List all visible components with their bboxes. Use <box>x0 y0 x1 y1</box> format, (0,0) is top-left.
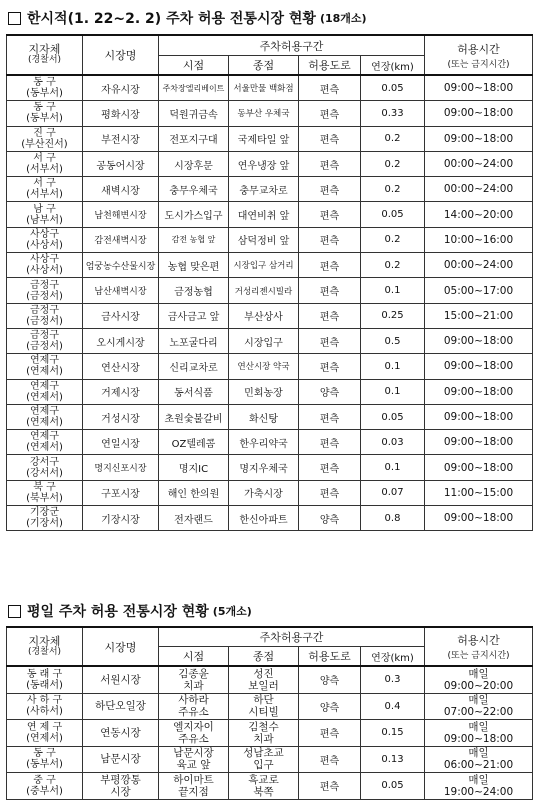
section-start: 전자랜드 <box>159 506 229 531</box>
allowed-time: 09:00~18:00 <box>425 455 533 480</box>
police-station: (연제서) <box>26 391 63 403</box>
table-row <box>7 151 533 176</box>
market-line: 남문시장 <box>100 753 141 766</box>
length-km: 0.05 <box>361 404 425 429</box>
header-start: 시점 <box>159 56 229 76</box>
allowed-road: 편측 <box>299 75 361 101</box>
start-line: 끝지점 <box>178 785 209 798</box>
market-name: 엄궁농수산물시장 <box>83 253 159 278</box>
start-line: 주유소 <box>178 706 209 719</box>
allowed-time: 00:00~24:00 <box>425 253 533 278</box>
police-station: (서부서) <box>26 189 63 201</box>
end-line: 시티빌 <box>248 706 279 719</box>
section-end: 연우냉장 앞 <box>229 151 299 176</box>
checkbox-square-icon <box>8 605 21 618</box>
section-start: 해인 한의원 <box>159 480 229 505</box>
section-end: 한우리약국 <box>229 430 299 455</box>
table-row <box>7 720 533 747</box>
region-name: 중 구 <box>33 774 56 786</box>
region-cell <box>7 773 83 800</box>
region-cell <box>7 151 83 176</box>
police-station: (남부서) <box>26 214 63 226</box>
police-station: (연제서) <box>26 417 63 428</box>
region-name: 연제구 <box>30 431 59 443</box>
police-station: (동부서) <box>26 88 63 100</box>
market-name: 거성시장 <box>83 404 159 429</box>
header-market: 시장명 <box>83 35 159 75</box>
section-end: 명지우체국 <box>229 455 299 480</box>
section-end: 대연비취 앞 <box>229 202 299 227</box>
header-section: 주차허용구간 <box>159 35 425 56</box>
end-line: 입구 <box>253 759 274 772</box>
header-section: 주차허용구간 <box>159 627 425 647</box>
section-start: 시장후문 <box>159 151 229 176</box>
section-end <box>229 666 299 693</box>
table-row <box>7 303 533 328</box>
section-end: 동부산 우체국 <box>229 101 299 126</box>
end-line: 김철수 <box>248 720 279 733</box>
time-line: 09:00~18:00 <box>443 732 514 745</box>
market-line: 연동시장 <box>100 726 141 739</box>
length-km: 0.2 <box>361 253 425 278</box>
region-cell <box>7 354 83 379</box>
market-name: 명지신포시장 <box>83 455 159 480</box>
police-station: (부산진서) <box>21 138 68 150</box>
section-start: 전포지구대 <box>159 126 229 151</box>
region-cell <box>7 303 83 328</box>
region-name: 기장군 <box>30 507 59 519</box>
allowed-road: 양측 <box>299 693 361 720</box>
allowed-time: 10:00~16:00 <box>425 227 533 252</box>
region-cell <box>7 480 83 505</box>
market-name: 거제시장 <box>83 379 159 404</box>
start-line: 주유소 <box>178 732 209 745</box>
market-name: 연산시장 <box>83 354 159 379</box>
table-row <box>7 101 533 126</box>
allowed-road: 편측 <box>299 455 361 480</box>
section-end: 부산상사 <box>229 303 299 328</box>
allowed-time: 09:00~18:00 <box>425 75 533 101</box>
allowed-road: 편측 <box>299 328 361 353</box>
section-start: 금정농협 <box>159 278 229 303</box>
allowed-road: 편측 <box>299 720 361 747</box>
region-name: 강서구 <box>30 456 59 468</box>
allowed-time <box>425 746 533 773</box>
allowed-time <box>425 720 533 747</box>
section-end: 시장입구 <box>229 328 299 353</box>
police-station: (연제서) <box>26 732 63 744</box>
table-row <box>7 430 533 455</box>
section-end: 화신탕 <box>229 404 299 429</box>
section-end <box>229 773 299 800</box>
end-line: 흑교로 <box>248 773 279 786</box>
time-line: 매일 <box>468 720 489 733</box>
section-end: 시장입구 삼거리 <box>229 253 299 278</box>
table-row <box>7 455 533 480</box>
length-km: 0.2 <box>361 126 425 151</box>
section-start <box>159 773 229 800</box>
allowed-road: 편측 <box>299 202 361 227</box>
section-start: 금사금고 앞 <box>159 303 229 328</box>
length-km: 0.1 <box>361 354 425 379</box>
time-line: 06:00~21:00 <box>443 759 514 772</box>
allowed-road: 편측 <box>299 773 361 800</box>
section-start: 주차장엘리베이트 <box>159 75 229 101</box>
market-line: 하단오일장 <box>95 700 146 713</box>
section-start: 신리교차로 <box>159 354 229 379</box>
market-name: 남산새벽시장 <box>83 278 159 303</box>
allowed-time: 09:00~18:00 <box>425 506 533 531</box>
table-row <box>7 746 533 773</box>
time-line: 09:00~20:00 <box>443 679 514 692</box>
section-end: 가축시장 <box>229 480 299 505</box>
allowed-time: 11:00~15:00 <box>425 480 533 505</box>
allowed-time: 09:00~18:00 <box>425 354 533 379</box>
region-cell <box>7 455 83 480</box>
section-start: 도시가스입구 <box>159 202 229 227</box>
start-line: 하이마트 <box>173 773 214 786</box>
table-row <box>7 480 533 505</box>
section-end <box>229 693 299 720</box>
police-station: (북부서) <box>26 492 63 504</box>
allowed-road: 편측 <box>299 151 361 176</box>
section-start <box>159 746 229 773</box>
length-km: 0.05 <box>361 773 425 800</box>
time-line: 매일 <box>468 667 489 680</box>
time-line: 매일 <box>468 694 489 707</box>
section-end: 삼덕정비 앞 <box>229 227 299 252</box>
length-km: 0.13 <box>361 746 425 773</box>
start-line: 치과 <box>183 679 204 692</box>
end-line: 치과 <box>253 732 274 745</box>
police-station: (동래서) <box>26 679 63 691</box>
section-end: 충무교차로 <box>229 177 299 202</box>
length-km: 0.1 <box>361 379 425 404</box>
market-name: 금사시장 <box>83 303 159 328</box>
section-start: 감전 농협 앞 <box>159 227 229 252</box>
region-name: 북 구 <box>33 481 56 493</box>
allowed-road: 편측 <box>299 480 361 505</box>
end-line: 성진 <box>253 667 274 680</box>
market-name <box>83 746 159 773</box>
market-name: 부전시장 <box>83 126 159 151</box>
allowed-road: 양측 <box>299 666 361 693</box>
region-name: 금정구 <box>30 279 59 291</box>
allowed-time: 00:00~24:00 <box>425 151 533 176</box>
allowed-time: 09:00~18:00 <box>425 430 533 455</box>
section-end: 국제타일 앞 <box>229 126 299 151</box>
allowed-time: 09:00~18:00 <box>425 379 533 404</box>
section-start: 충무우체국 <box>159 177 229 202</box>
region-name: 동 구 <box>33 102 56 114</box>
section1-count: (18개소) <box>319 12 367 25</box>
end-line: 성남초교 <box>243 747 284 760</box>
section-end: 서울만물 백화점 <box>229 75 299 101</box>
section-start: 동서식품 <box>159 379 229 404</box>
market-line: 시장 <box>110 785 131 798</box>
region-name: 동 구 <box>33 748 56 760</box>
allowed-road: 편측 <box>299 126 361 151</box>
length-km: 0.05 <box>361 75 425 101</box>
market-name <box>83 666 159 693</box>
length-km: 0.25 <box>361 303 425 328</box>
start-line: 김종윤 <box>178 667 209 680</box>
section-start <box>159 666 229 693</box>
police-station: (동부서) <box>26 113 63 125</box>
section-start <box>159 693 229 720</box>
region-name: 연제구 <box>30 380 59 392</box>
table-row <box>7 253 533 278</box>
market-name <box>83 693 159 720</box>
header-market: 시장명 <box>83 627 159 666</box>
start-line: 엘지자이 <box>173 720 214 733</box>
region-cell <box>7 720 83 747</box>
length-km: 0.2 <box>361 177 425 202</box>
time-line: 07:00~22:00 <box>443 706 514 719</box>
market-name <box>83 720 159 747</box>
region-name: 서 구 <box>33 178 56 190</box>
allowed-time: 00:00~24:00 <box>425 177 533 202</box>
table-row <box>7 202 533 227</box>
police-station: (서부서) <box>26 164 63 176</box>
police-station: (금정서) <box>26 290 63 302</box>
time-line: 매일 <box>468 773 489 786</box>
region-name: 동 래 구 <box>26 668 63 680</box>
region-cell <box>7 101 83 126</box>
header-region: 지자체 (경찰서) <box>7 35 83 75</box>
region-cell <box>7 666 83 693</box>
region-cell <box>7 506 83 531</box>
allowed-road: 편측 <box>299 430 361 455</box>
allowed-time <box>425 773 533 800</box>
table-row <box>7 278 533 303</box>
allowed-road: 편측 <box>299 227 361 252</box>
allowed-time: 09:00~18:00 <box>425 101 533 126</box>
header-length: 연장(km) <box>361 56 425 76</box>
table-weekday-parking <box>6 626 533 800</box>
header-time: 허용시간 (또는 금지시간) <box>425 35 533 75</box>
end-line: 하단 <box>253 694 274 707</box>
header-start: 시점 <box>159 647 229 667</box>
market-name: 구포시장 <box>83 480 159 505</box>
region-name: 연 제 구 <box>26 721 63 733</box>
section2-title-text: 평일 주차 허용 전통시장 현황 <box>27 604 209 620</box>
section1-title <box>8 8 367 28</box>
table-row <box>7 177 533 202</box>
region-cell <box>7 278 83 303</box>
end-line: 보일러 <box>248 679 279 692</box>
length-km: 0.33 <box>361 101 425 126</box>
police-station: (동부서) <box>26 759 63 771</box>
police-station: (연제서) <box>26 442 63 454</box>
length-km: 0.05 <box>361 202 425 227</box>
market-name: 감전새벽시장 <box>83 227 159 252</box>
length-km: 0.8 <box>361 506 425 531</box>
table-row <box>7 328 533 353</box>
allowed-time <box>425 693 533 720</box>
market-name: 기장시장 <box>83 506 159 531</box>
header-time: 허용시간 (또는 금지시간) <box>425 627 533 666</box>
allowed-time: 09:00~18:00 <box>425 328 533 353</box>
table-row <box>7 354 533 379</box>
length-km: 0.15 <box>361 720 425 747</box>
region-cell <box>7 202 83 227</box>
region-cell <box>7 253 83 278</box>
police-station: (사상서) <box>26 239 63 251</box>
allowed-time: 15:00~21:00 <box>425 303 533 328</box>
section1-title-text: 한시적(1. 22~2. 2) 주차 허용 전통시장 현황 <box>27 11 316 27</box>
table-row <box>7 126 533 151</box>
region-name: 금정구 <box>30 330 59 342</box>
length-km: 0.2 <box>361 227 425 252</box>
section-end: 한신아파트 <box>229 506 299 531</box>
header-end: 종점 <box>229 56 299 76</box>
police-station: (강서서) <box>26 467 63 479</box>
length-km: 0.4 <box>361 693 425 720</box>
section-start: 덕원귀금속 <box>159 101 229 126</box>
police-station: (금정서) <box>26 315 63 327</box>
allowed-time <box>425 666 533 693</box>
header-road: 허용도로 <box>299 647 361 667</box>
allowed-road: 편측 <box>299 746 361 773</box>
allowed-road: 편측 <box>299 101 361 126</box>
allowed-time: 14:00~20:00 <box>425 202 533 227</box>
allowed-road: 편측 <box>299 177 361 202</box>
region-name: 서 구 <box>33 153 56 165</box>
table-temporary-parking <box>6 34 533 531</box>
table-row <box>7 379 533 404</box>
table-row <box>7 75 533 101</box>
start-line: 육교 앞 <box>176 759 211 772</box>
market-name: 새벽시장 <box>83 177 159 202</box>
police-station: (기장서) <box>26 518 63 530</box>
region-cell <box>7 75 83 101</box>
region-name: 진 구 <box>33 127 56 139</box>
length-km: 0.2 <box>361 151 425 176</box>
region-name: 금정구 <box>30 304 59 316</box>
length-km: 0.5 <box>361 328 425 353</box>
section-end <box>229 746 299 773</box>
region-name: 연제구 <box>30 406 59 417</box>
region-name: 연제구 <box>30 355 59 367</box>
allowed-road: 편측 <box>299 253 361 278</box>
section-end <box>229 720 299 747</box>
region-cell <box>7 746 83 773</box>
region-cell <box>7 126 83 151</box>
allowed-road: 양측 <box>299 379 361 404</box>
region-cell <box>7 379 83 404</box>
allowed-road: 편측 <box>299 278 361 303</box>
police-station: (사상서) <box>26 265 63 277</box>
market-name: 남천해변시장 <box>83 202 159 227</box>
allowed-time: 09:00~18:00 <box>425 126 533 151</box>
section2-title <box>8 601 252 621</box>
time-line: 매일 <box>468 747 489 760</box>
table-row <box>7 227 533 252</box>
checkbox-square-icon <box>8 12 21 25</box>
table-row <box>7 693 533 720</box>
police-station: (금정서) <box>26 341 63 353</box>
table-row <box>7 404 533 429</box>
header-region: 지자체 (경찰서) <box>7 627 83 666</box>
market-name <box>83 773 159 800</box>
section-start: OZ텔레콤 <box>159 430 229 455</box>
market-name: 공동어시장 <box>83 151 159 176</box>
region-name: 사상구 <box>30 254 59 266</box>
allowed-road: 편측 <box>299 354 361 379</box>
allowed-time: 09:00~18:00 <box>425 404 533 429</box>
market-name: 자유시장 <box>83 75 159 101</box>
section2-count: (5개소) <box>212 605 252 618</box>
length-km: 0.07 <box>361 480 425 505</box>
allowed-road: 양측 <box>299 506 361 531</box>
police-station: (연제서) <box>26 366 63 378</box>
time-line: 19:00~24:00 <box>443 785 514 798</box>
allowed-time: 05:00~17:00 <box>425 278 533 303</box>
region-cell <box>7 430 83 455</box>
table-row <box>7 666 533 693</box>
section-end: 연산시장 약국 <box>229 354 299 379</box>
section-start: 명지IC <box>159 455 229 480</box>
section-start: 노포굴다리 <box>159 328 229 353</box>
allowed-road: 편측 <box>299 303 361 328</box>
section-end: 거성리젠시빌라 <box>229 278 299 303</box>
length-km: 0.03 <box>361 430 425 455</box>
start-line: 남문시장 <box>173 747 214 760</box>
region-cell <box>7 693 83 720</box>
region-name: 사상구 <box>30 228 59 240</box>
market-line: 부평깡통 <box>100 773 141 786</box>
header-length: 연장(km) <box>361 647 425 667</box>
section-start <box>159 720 229 747</box>
market-name: 오시게시장 <box>83 328 159 353</box>
region-cell <box>7 404 83 429</box>
section-start: 농협 맞은편 <box>159 253 229 278</box>
region-cell <box>7 328 83 353</box>
market-name: 평화시장 <box>83 101 159 126</box>
table-row <box>7 506 533 531</box>
section-start: 초원숯불갈비 <box>159 404 229 429</box>
table-row <box>7 773 533 800</box>
region-name: 동 구 <box>33 77 56 89</box>
header-road: 허용도로 <box>299 56 361 76</box>
police-station: (중부서) <box>26 785 63 797</box>
region-cell <box>7 227 83 252</box>
length-km: 0.3 <box>361 666 425 693</box>
start-line: 사하라 <box>178 694 209 707</box>
region-cell <box>7 177 83 202</box>
market-line: 서원시장 <box>100 673 141 686</box>
police-station: (사하서) <box>26 706 63 718</box>
section-end: 민회농장 <box>229 379 299 404</box>
length-km: 0.1 <box>361 278 425 303</box>
header-end: 종점 <box>229 647 299 667</box>
end-line: 북쪽 <box>253 785 274 798</box>
allowed-road: 편측 <box>299 404 361 429</box>
market-name: 연일시장 <box>83 430 159 455</box>
region-name: 남 구 <box>33 203 56 215</box>
length-km: 0.1 <box>361 455 425 480</box>
region-name: 사 하 구 <box>26 695 63 707</box>
